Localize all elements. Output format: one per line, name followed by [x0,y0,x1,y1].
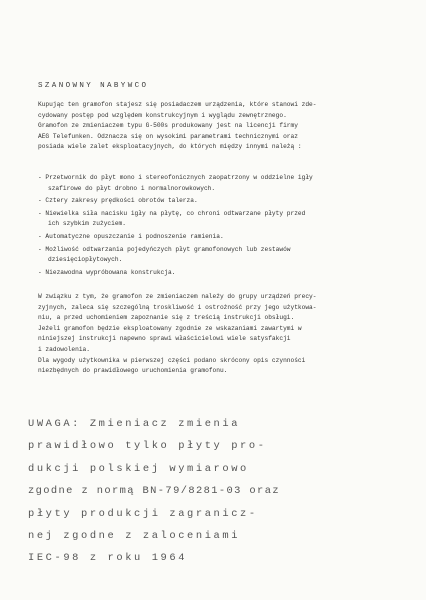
feature-text-continued: ich szybkim zużyciem. [48,220,126,228]
warning-notice [28,413,408,570]
feature-text: - Niewielka siła nacisku igły na płytę, co chroni odtwarzane płyty przed [38,209,306,217]
notice-line: nej zgodne z zaloceniami [28,530,241,543]
intro-line: Gramofon ze zmieniaczem typu G-500s produkowany jest na licencji firmy [38,122,298,130]
notice-line: IEC-98 z roku 1964 [28,552,188,565]
notice-line: UWAGA: Zmieniacz zmienia [28,418,241,430]
feature-text: - Cztery zakresy prędkości obrotów talerza. [38,197,198,205]
notice-line: płyty produkcji zagranicz- [28,507,258,520]
feature-item [38,173,408,194]
closing-line: niu, a przed uchomieniem zapoznanie się z treścią instrukcji obsługi. [38,314,295,322]
closing-line: i zadowolenia. [38,345,90,353]
intro-line: Kupując ten gramofon stajesz się posiadaczem urządzenia, które stanowi zde- [38,101,317,108]
closing-line: Jeżeli gramofon będzie eksploatowany zgodnie ze wskazaniami zawartymi w [38,324,302,332]
feature-text-continued: dziesięciopłytowych. [48,256,123,264]
feature-text-continued: szafirowe do płyt drobno i normalnorowkowych. [48,184,216,192]
intro-line: AEG Telefunken. Odznacza się on wysokimi parametrami technicznymi oraz [38,132,298,140]
intro-line: cydowany postęp pod względem konstrukcyjnym i wyglądu zewnętrznego. [38,111,287,119]
closing-paragraph [38,292,408,377]
closing-line: zyjnych, zaleca się szczególną troskliwość i ostrożność przy jego użytkowa- [38,303,317,311]
intro-line: posiada wiele zalet eksploatacyjnych, do których między innymi należą : [38,143,302,151]
feature-item [38,268,408,279]
feature-text: - Automatyczne opuszczanie i podnoszenie ramienia. [38,232,224,240]
notice-line: dukcji polskiej wymiarowo [28,462,249,475]
feature-item [38,209,408,230]
feature-text: - Przetwornik do płyt mono i stereofonicznych zaopatrzony w oddzielne igły [38,174,313,181]
feature-item [38,245,408,266]
feature-item [38,232,408,243]
feature-text: - Niezawodna wypróbowana konstrukcja. [38,268,176,276]
notice-line: zgodne z normą BN-79/8281-03 oraz [28,485,280,498]
notice-line: prawidłowo tylko płyty pro- [28,440,267,453]
feature-list [38,173,408,278]
closing-line: niezbędnych do prawidłowego uruchomienia gramofonu. [38,367,228,375]
closing-line: Dla wygody użytkownika w pierwszej części podano skrócony opis czynności [38,356,306,364]
feature-item [38,196,408,207]
feature-text: - Możliwość odtwarzania pojedyńczych płyt gramofonowych lub zestawów [38,245,291,253]
closing-line: niniejszej instrukcji napewno sprawi właścicielowi wiele satysfakcji [38,335,291,343]
greeting-heading: SZANOWNY NABYWCO [38,82,149,90]
intro-paragraph [38,100,408,153]
closing-line: W związku z tym, że gramofon ze zmieniaczem należy do grupy urządzeń precy- [38,293,317,300]
